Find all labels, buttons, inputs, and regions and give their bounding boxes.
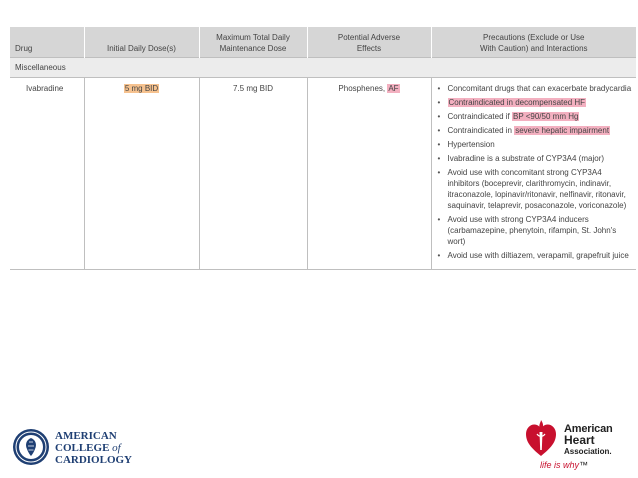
acc-seal-icon [12, 428, 50, 466]
precaution-highlight: Contraindicated in decompensated HF [448, 97, 586, 107]
aha-heart-torch-icon [524, 420, 558, 458]
precautions-list [436, 83, 633, 261]
list-item [438, 139, 633, 150]
acc-logo [12, 428, 147, 468]
aha-tagline-text: life is why [540, 460, 580, 470]
initial-dose-highlight: 5 mg BID [124, 83, 159, 93]
header-drug: Drug [10, 27, 84, 57]
list-item [438, 83, 633, 94]
acc-line-2-of: of [112, 442, 121, 454]
adverse-effects-text: Phosphenes, [338, 83, 388, 93]
aha-wordmark [564, 424, 613, 457]
adverse-effects-highlight: AF [388, 83, 399, 93]
precaution-text: Hypertension [447, 139, 495, 149]
aha-tagline [540, 460, 588, 470]
precautions-cell [431, 77, 636, 269]
aha-tagline-tm: ™ [579, 460, 589, 470]
precaution-highlight: severe hepatic impairment [515, 125, 610, 135]
table-header-row [10, 27, 636, 57]
aha-line-2: Heart [564, 433, 595, 447]
precaution-text: Contraindicated in [447, 125, 515, 135]
header-max-dose: Maximum Total Daily Maintenance Dose [199, 27, 307, 57]
acc-line-2-text: COLLEGE [55, 442, 113, 454]
section-label: Miscellaneous [10, 57, 636, 77]
precaution-text: Concomitant drugs that can exacerbate bradycardia [447, 83, 632, 93]
dosing-table [10, 27, 636, 270]
header-precautions: Precautions (Exclude or Use With Caution) and Interactions [431, 27, 636, 57]
acc-line-3: CARDIOLOGY [55, 454, 133, 466]
acc-wordmark [55, 430, 132, 466]
header-adverse-effects: Potential Adverse Effects [307, 27, 431, 57]
header-initial-dose: Initial Daily Dose(s) [84, 27, 199, 57]
list-item [438, 167, 633, 211]
precaution-text: Contraindicated if [447, 111, 512, 121]
acc-line-2 [55, 442, 132, 454]
precaution-text: Avoid use with concomitant strong CYP3A4 inhibitors (boceprevir, clarithromycin, indinavir, itraconazole, lopinavir/ritonavir, nelfinavir, ritonavir, saquinavir, telaprevir, posaconazole, voriconazole) [447, 167, 627, 210]
aha-line-1: American [564, 423, 613, 435]
list-item [438, 111, 633, 122]
aha-logo [524, 418, 634, 474]
list-item [438, 250, 633, 261]
adverse-effects-cell [307, 77, 431, 269]
dosing-table-container [10, 27, 636, 270]
max-dose-cell: 7.5 mg BID [199, 77, 307, 269]
table-row [10, 77, 636, 269]
aha-line-3: Association. [564, 447, 612, 456]
initial-dose-cell [84, 77, 199, 269]
list-item [438, 153, 633, 164]
precaution-text: Avoid use with strong CYP3A4 inducers (carbamazepine, phenytoin, rifampin, St. John's wort) [447, 214, 617, 246]
list-item [438, 214, 633, 247]
list-item [438, 97, 633, 108]
section-row [10, 57, 636, 77]
precaution-text: Avoid use with diltiazem, verapamil, grapefruit juice [447, 250, 629, 260]
list-item [438, 125, 633, 136]
drug-name: Ivabradine [10, 77, 84, 269]
acc-line-1: AMERICAN [55, 430, 117, 442]
precaution-highlight: BP <90/50 mm Hg [512, 111, 579, 121]
precaution-text: Ivabradine is a substrate of CYP3A4 (major) [447, 153, 605, 163]
